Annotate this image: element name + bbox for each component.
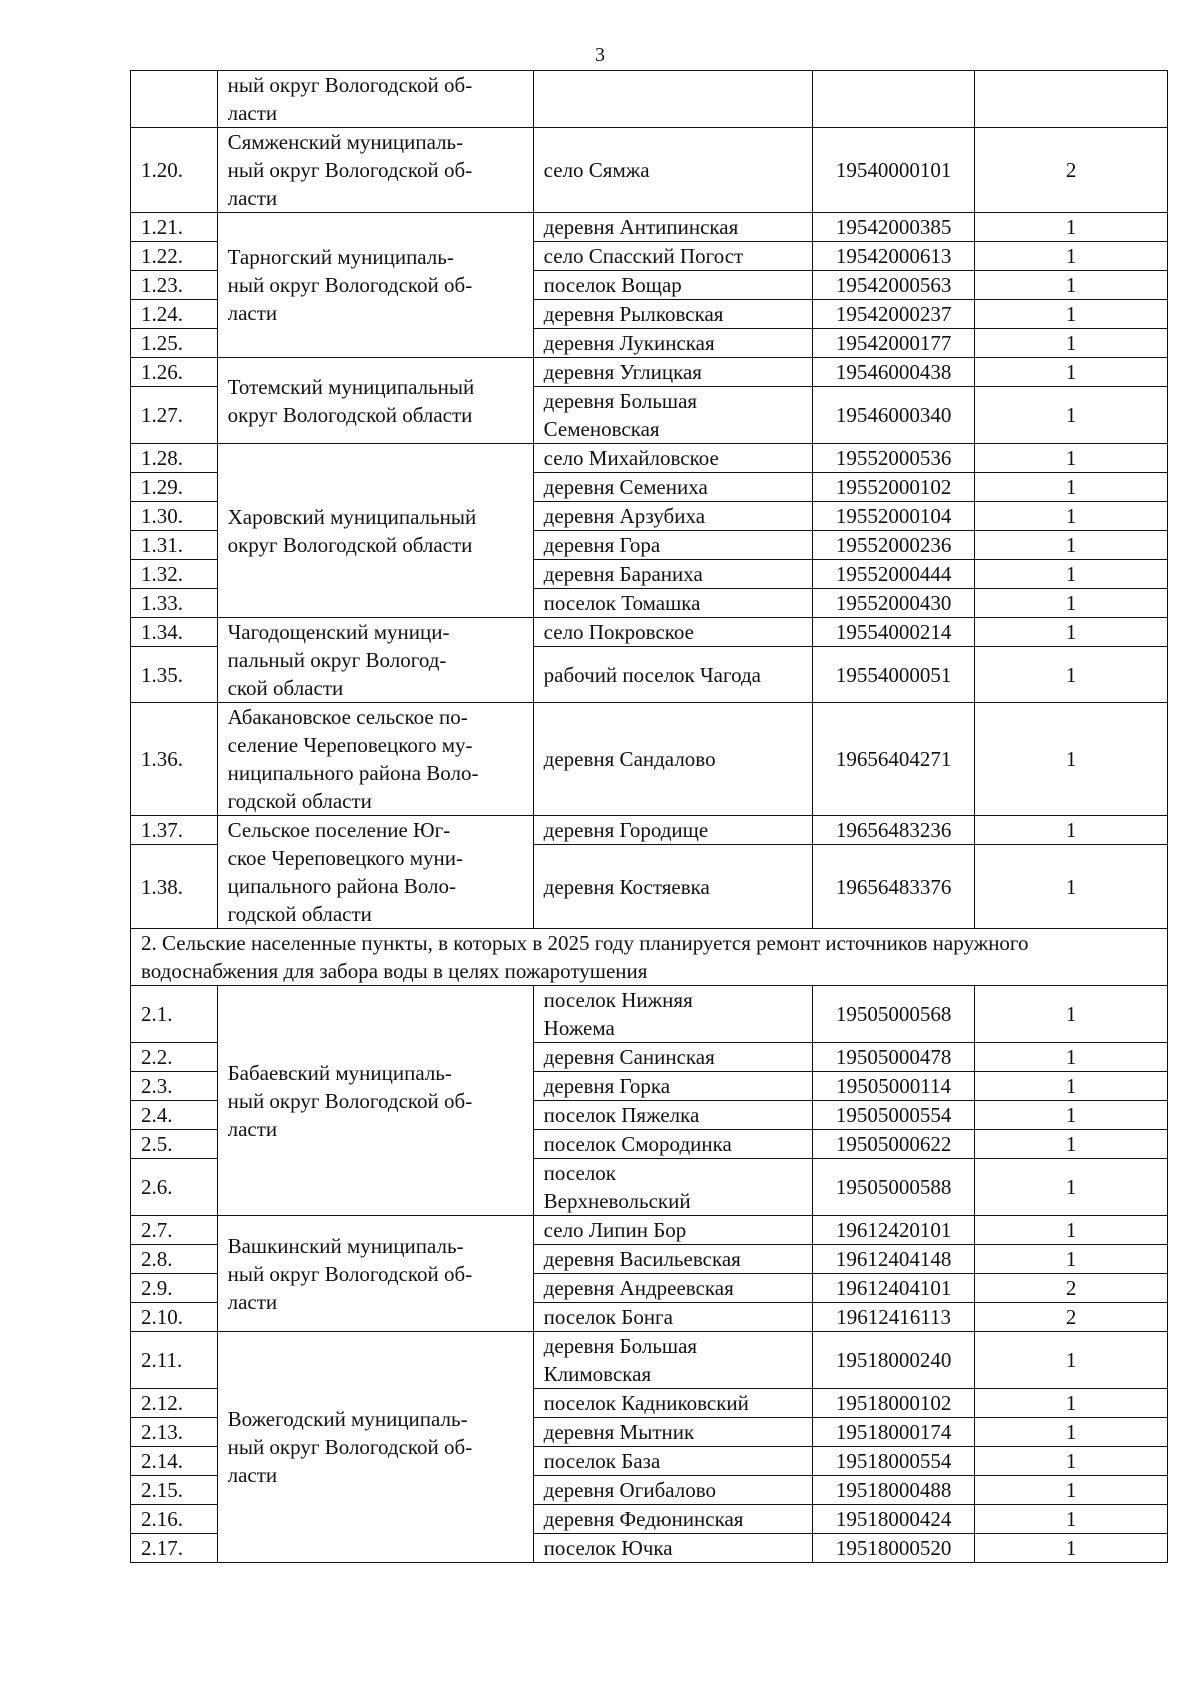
municipality-cell: Вашкинский муниципаль- ный округ Вологодской об- ласти — [217, 1216, 533, 1332]
settlement-cell: поселок Ючка — [533, 1534, 812, 1563]
okato-code-cell: 19505000622 — [812, 1130, 974, 1159]
source-count-cell: 1 — [975, 560, 1168, 589]
okato-code-cell: 19505000568 — [812, 986, 974, 1043]
source-count-cell: 1 — [975, 213, 1168, 242]
okato-code-cell: 19656404271 — [812, 703, 974, 816]
row-number-cell: 2.12. — [131, 1389, 218, 1418]
settlement-cell: деревня Андреевская — [533, 1274, 812, 1303]
okato-code-cell: 19518000520 — [812, 1534, 974, 1563]
row-number-cell: 1.23. — [131, 271, 218, 300]
source-count-cell: 1 — [975, 358, 1168, 387]
source-count-cell: 1 — [975, 1476, 1168, 1505]
okato-code-cell: 19612420101 — [812, 1216, 974, 1245]
source-count-cell: 1 — [975, 1130, 1168, 1159]
table-row — [131, 128, 1168, 213]
table-row — [131, 986, 1168, 1043]
okato-code-cell: 19554000051 — [812, 647, 974, 703]
source-count-cell: 1 — [975, 589, 1168, 618]
settlement-cell: деревня Городище — [533, 816, 812, 845]
row-number-cell: 1.27. — [131, 387, 218, 444]
okato-code-cell: 19552000536 — [812, 444, 974, 473]
settlement-cell: поселок База — [533, 1447, 812, 1476]
municipality-cell: Тарногский муниципаль- ный округ Вологодской об- ласти — [217, 213, 533, 358]
okato-code-cell: 19518000174 — [812, 1418, 974, 1447]
row-number-cell: 1.21. — [131, 213, 218, 242]
table-row — [131, 618, 1168, 647]
row-number-cell: 1.33. — [131, 589, 218, 618]
okato-code-cell: 19542000177 — [812, 329, 974, 358]
okato-code-cell — [812, 71, 974, 128]
okato-code-cell: 19612404148 — [812, 1245, 974, 1274]
row-number-cell: 2.10. — [131, 1303, 218, 1332]
row-number-cell: 2.9. — [131, 1274, 218, 1303]
table-row — [131, 71, 1168, 128]
okato-code-cell: 19552000236 — [812, 531, 974, 560]
settlement-cell: деревня Санинская — [533, 1043, 812, 1072]
source-count-cell: 2 — [975, 128, 1168, 213]
okato-code-cell: 19552000444 — [812, 560, 974, 589]
settlement-cell: деревня Гора — [533, 531, 812, 560]
row-number-cell: 1.32. — [131, 560, 218, 589]
table-row — [131, 703, 1168, 816]
settlement-cell: деревня Большая Семеновская — [533, 387, 812, 444]
page-number: 3 — [595, 44, 605, 66]
source-count-cell: 1 — [975, 1245, 1168, 1274]
row-number-cell: 1.28. — [131, 444, 218, 473]
okato-code-cell: 19552000102 — [812, 473, 974, 502]
okato-code-cell: 19505000478 — [812, 1043, 974, 1072]
settlement-cell: деревня Федюнинская — [533, 1505, 812, 1534]
table-row — [131, 444, 1168, 473]
source-count-cell: 1 — [975, 1389, 1168, 1418]
source-count-cell: 1 — [975, 986, 1168, 1043]
okato-code-cell: 19546000340 — [812, 387, 974, 444]
municipality-cell: Тотемский муниципальный округ Вологодской области — [217, 358, 533, 444]
settlement-cell: поселок Смородинка — [533, 1130, 812, 1159]
row-number-cell: 2.13. — [131, 1418, 218, 1447]
source-count-cell: 1 — [975, 242, 1168, 271]
settlement-cell: поселок Нижняя Ножема — [533, 986, 812, 1043]
okato-code-cell: 19518000554 — [812, 1447, 974, 1476]
okato-code-cell: 19612416113 — [812, 1303, 974, 1332]
settlement-cell: село Спасский Погост — [533, 242, 812, 271]
settlement-cell: деревня Антипинская — [533, 213, 812, 242]
municipality-cell: Сельское поселение Юг- ское Череповецкого муни- ципального района Воло- годской области — [217, 816, 533, 929]
row-number-cell: 2.6. — [131, 1159, 218, 1216]
row-number-cell: 2.3. — [131, 1072, 218, 1101]
municipality-cell: Абакановское сельское по- селение Череповецкого му- ниципального района Воло- годской области — [217, 703, 533, 816]
settlement-cell: деревня Огибалово — [533, 1476, 812, 1505]
source-count-cell: 1 — [975, 1216, 1168, 1245]
row-number-cell: 2.2. — [131, 1043, 218, 1072]
settlement-cell: деревня Рылковская — [533, 300, 812, 329]
okato-code-cell: 19542000385 — [812, 213, 974, 242]
okato-code-cell: 19518000424 — [812, 1505, 974, 1534]
okato-code-cell: 19518000102 — [812, 1389, 974, 1418]
settlement-cell — [533, 71, 812, 128]
okato-code-cell: 19542000563 — [812, 271, 974, 300]
row-number-cell: 1.35. — [131, 647, 218, 703]
source-count-cell: 1 — [975, 531, 1168, 560]
row-number-cell: 2.15. — [131, 1476, 218, 1505]
settlement-cell: поселок Пяжелка — [533, 1101, 812, 1130]
section-header-row — [131, 929, 1168, 986]
source-count-cell: 1 — [975, 845, 1168, 929]
settlement-cell: поселок Бонга — [533, 1303, 812, 1332]
table-body — [131, 71, 1168, 1563]
settlement-cell: деревня Горка — [533, 1072, 812, 1101]
source-count-cell: 1 — [975, 1072, 1168, 1101]
municipality-cell: Чагодощенский муници- пальный округ Вологод- ской области — [217, 618, 533, 703]
source-count-cell: 1 — [975, 816, 1168, 845]
okato-code-cell: 19505000588 — [812, 1159, 974, 1216]
row-number-cell: 1.20. — [131, 128, 218, 213]
source-count-cell: 1 — [975, 1101, 1168, 1130]
settlement-cell: поселок Кадниковский — [533, 1389, 812, 1418]
okato-code-cell: 19540000101 — [812, 128, 974, 213]
settlement-cell: деревня Бараниха — [533, 560, 812, 589]
section-2-title: 2. Сельские населенные пункты, в которых в 2025 году планируется ремонт источников наружного водоснабжения для забора воды в целях пожаротушения — [131, 929, 1168, 986]
okato-code-cell: 19656483236 — [812, 816, 974, 845]
settlement-cell: поселок Томашка — [533, 589, 812, 618]
municipality-cell: Вожегодский муниципаль- ный округ Вологодской об- ласти — [217, 1332, 533, 1563]
source-count-cell: 1 — [975, 502, 1168, 531]
okato-code-cell: 19552000104 — [812, 502, 974, 531]
row-number-cell: 1.29. — [131, 473, 218, 502]
row-number-cell: 1.38. — [131, 845, 218, 929]
row-number-cell: 2.7. — [131, 1216, 218, 1245]
row-number-cell: 1.34. — [131, 618, 218, 647]
source-count-cell: 1 — [975, 1505, 1168, 1534]
settlement-cell: деревня Арзубиха — [533, 502, 812, 531]
settlement-cell: деревня Углицкая — [533, 358, 812, 387]
okato-code-cell: 19542000613 — [812, 242, 974, 271]
settlement-cell: деревня Большая Климовская — [533, 1332, 812, 1389]
settlement-cell: село Покровское — [533, 618, 812, 647]
table-row — [131, 213, 1168, 242]
row-number-cell: 1.31. — [131, 531, 218, 560]
settlement-cell: деревня Васильевская — [533, 1245, 812, 1274]
municipality-cell: ный округ Вологодской об- ласти — [217, 71, 533, 128]
row-number-cell: 1.26. — [131, 358, 218, 387]
source-count-cell: 1 — [975, 1159, 1168, 1216]
okato-code-cell: 19552000430 — [812, 589, 974, 618]
row-number-cell: 1.22. — [131, 242, 218, 271]
settlement-cell: рабочий поселок Чагода — [533, 647, 812, 703]
source-count-cell: 1 — [975, 703, 1168, 816]
settlement-cell: поселок Вощар — [533, 271, 812, 300]
row-number-cell: 1.25. — [131, 329, 218, 358]
municipality-cell: Бабаевский муниципаль- ный округ Вологодской об- ласти — [217, 986, 533, 1216]
municipality-cell: Сямженский муниципаль- ный округ Вологодской об- ласти — [217, 128, 533, 213]
source-count-cell: 1 — [975, 647, 1168, 703]
source-count-cell: 2 — [975, 1274, 1168, 1303]
source-count-cell: 1 — [975, 473, 1168, 502]
source-count-cell: 1 — [975, 618, 1168, 647]
okato-code-cell: 19505000554 — [812, 1101, 974, 1130]
row-number-cell: 2.4. — [131, 1101, 218, 1130]
source-count-cell: 1 — [975, 271, 1168, 300]
table-row — [131, 816, 1168, 845]
municipality-cell: Харовский муниципальный округ Вологодской области — [217, 444, 533, 618]
source-count-cell: 1 — [975, 329, 1168, 358]
source-count-cell: 1 — [975, 1447, 1168, 1476]
settlement-cell: село Сямжа — [533, 128, 812, 213]
settlement-cell: деревня Сандалово — [533, 703, 812, 816]
settlement-cell: деревня Мытник — [533, 1418, 812, 1447]
source-count-cell: 1 — [975, 1043, 1168, 1072]
row-number-cell: 2.14. — [131, 1447, 218, 1476]
settlement-cell: село Михайловское — [533, 444, 812, 473]
okato-code-cell: 19546000438 — [812, 358, 974, 387]
okato-code-cell: 19542000237 — [812, 300, 974, 329]
settlement-cell: деревня Семениха — [533, 473, 812, 502]
source-count-cell: 1 — [975, 300, 1168, 329]
source-count-cell: 1 — [975, 1534, 1168, 1563]
row-number-cell: 1.24. — [131, 300, 218, 329]
row-number-cell: 1.36. — [131, 703, 218, 816]
settlement-cell: поселок Верхневольский — [533, 1159, 812, 1216]
source-count-cell: 1 — [975, 1332, 1168, 1389]
row-number-cell: 2.17. — [131, 1534, 218, 1563]
okato-code-cell: 19518000240 — [812, 1332, 974, 1389]
row-number-cell: 2.11. — [131, 1332, 218, 1389]
source-count-cell: 1 — [975, 1418, 1168, 1447]
settlement-cell: село Липин Бор — [533, 1216, 812, 1245]
source-count-cell: 1 — [975, 444, 1168, 473]
table-row — [131, 1216, 1168, 1245]
settlements-table — [130, 70, 1168, 1563]
table-row — [131, 358, 1168, 387]
row-number-cell — [131, 71, 218, 128]
row-number-cell: 2.8. — [131, 1245, 218, 1274]
row-number-cell: 2.1. — [131, 986, 218, 1043]
row-number-cell: 2.16. — [131, 1505, 218, 1534]
row-number-cell: 2.5. — [131, 1130, 218, 1159]
okato-code-cell: 19505000114 — [812, 1072, 974, 1101]
okato-code-cell: 19518000488 — [812, 1476, 974, 1505]
okato-code-cell: 19656483376 — [812, 845, 974, 929]
row-number-cell: 1.37. — [131, 816, 218, 845]
source-count-cell: 1 — [975, 387, 1168, 444]
source-count-cell — [975, 71, 1168, 128]
okato-code-cell: 19612404101 — [812, 1274, 974, 1303]
table-row — [131, 1332, 1168, 1389]
row-number-cell: 1.30. — [131, 502, 218, 531]
settlement-cell: деревня Костяевка — [533, 845, 812, 929]
settlement-cell: деревня Лукинская — [533, 329, 812, 358]
okato-code-cell: 19554000214 — [812, 618, 974, 647]
source-count-cell: 2 — [975, 1303, 1168, 1332]
